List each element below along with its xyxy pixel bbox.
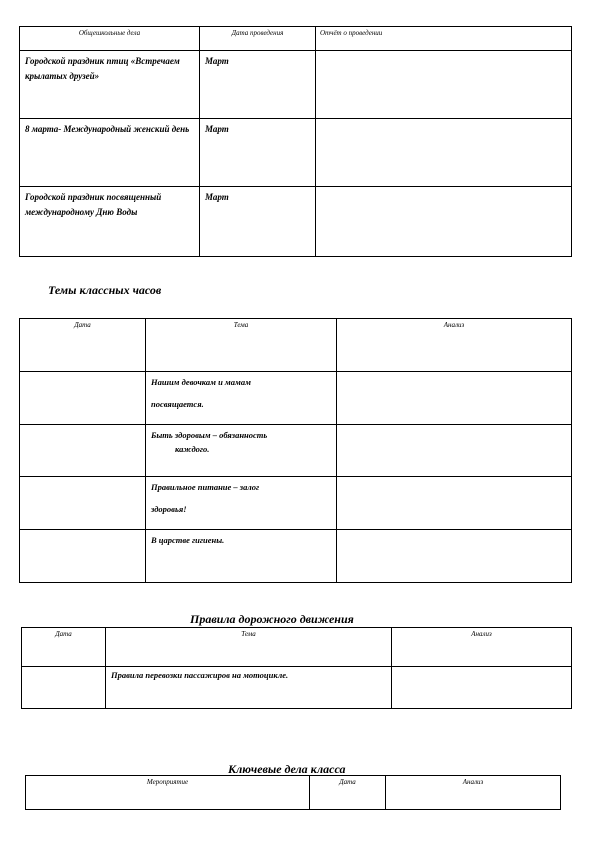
header-date: Дата [310,776,386,810]
header-activity: Мероприятие [26,776,310,810]
traffic-rules-title: Правила дорожного движения [190,612,354,626]
class-hour-topic [146,477,337,530]
topic-line: Правильное питание – залог [151,482,260,492]
class-hour-date [20,425,146,477]
table-row [20,372,572,425]
class-hour-analysis [337,477,572,530]
class-hour-analysis [337,372,572,425]
class-hour-analysis [337,530,572,583]
traffic-topic: Правила перевозки пассажиров на мотоцикле. [106,667,392,709]
traffic-analysis [392,667,572,709]
topic-line: Нашим девочкам и мамам [151,377,251,387]
event-report [316,119,572,187]
event-date: Март [200,51,316,119]
traffic-date [22,667,106,709]
topic-line: каждого. [175,444,210,454]
topic-line: здоровья! [151,504,187,514]
table-row [20,477,572,530]
header-topic: Тема [146,319,337,372]
header-report: Отчёт о проведении [316,27,572,51]
event-name: Городской праздник посвященный международному Дню Воды [20,187,200,257]
class-hour-topic [146,425,337,477]
header-topic: Тема [106,628,392,667]
class-hour-topic [146,530,337,583]
class-hour-topic [146,372,337,425]
class-hour-date [20,530,146,583]
header-date: Дата [22,628,106,667]
class-hour-analysis [337,425,572,477]
header-analysis: Анализ [392,628,572,667]
header-date-held: Дата проведения [200,27,316,51]
table-row [22,667,572,709]
header-school-events: Общешкольные дела [20,27,200,51]
header-date: Дата [20,319,146,372]
class-hour-date [20,477,146,530]
class-hours-title: Темы классных часов [48,283,162,297]
topic-line: посвящается. [151,399,204,409]
event-name: Городской праздник птиц «Встречаем крылатых друзей» [20,51,200,119]
class-hours-table [19,318,572,583]
topic-line: Быть здоровым – обязанность [151,430,268,440]
table-row [20,425,572,477]
header-analysis: Анализ [337,319,572,372]
table-row [20,187,572,257]
header-analysis: Анализ [386,776,561,810]
topic-line: В царстве гигиены. [151,535,225,545]
event-report [316,187,572,257]
event-name: 8 марта- Международный женский день [20,119,200,187]
event-date: Март [200,187,316,257]
event-report [316,51,572,119]
class-hour-date [20,372,146,425]
table-row [20,119,572,187]
key-events-table [25,775,561,810]
table-row [20,51,572,119]
traffic-rules-table [21,627,572,709]
table-row [20,530,572,583]
key-events-title: Ключевые дела класса [228,762,346,776]
event-date: Март [200,119,316,187]
school-events-table [19,26,572,257]
